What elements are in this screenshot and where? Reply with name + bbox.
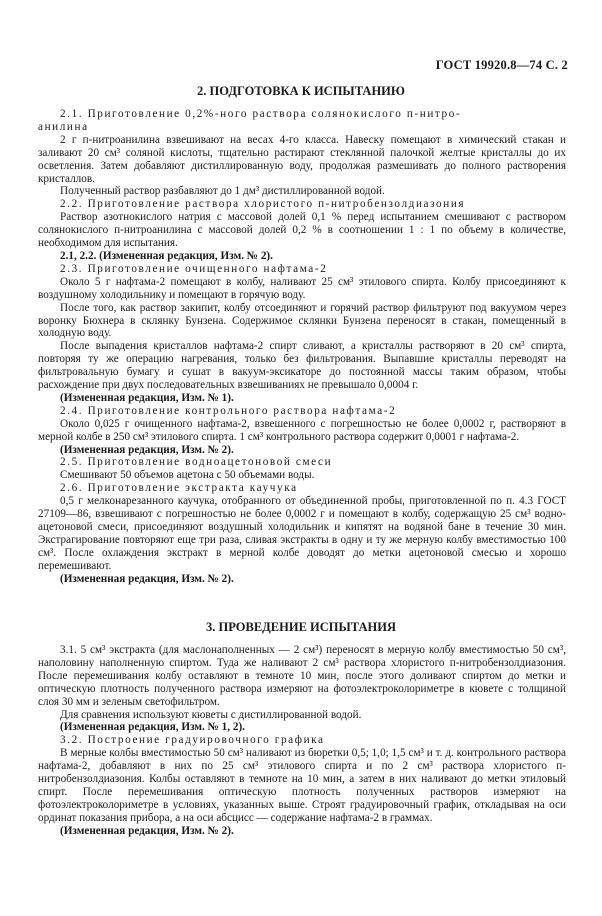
clause-2-5-text: Смешивают 50 объемов ацетона с 50 объемами воды. [60,469,315,482]
amendment-note: (Измененная редакция, Изм. № 2). [60,443,234,456]
section-preparation-body [38,108,566,586]
clause-3-1-comparison: Для сравнения используют кюветы с дистиллированной водой. [60,708,362,721]
clause-2-2-text: Раствор азотнокислого натрия с массовой долей 0,1 % перед испытанием смешивают с раствором солянокислого п-нитроанилина с массовой долей 0,2 % в соотношении 1 : 1 по объему в количестве, необходимом для испытания. [38,211,566,250]
amendment-note: 2.1, 2.2. (Измененная редакция, Изм. № 2). [60,249,273,262]
clause-2-4-heading: 2.4. Приготовление контрольного раствора нафтама-2 [60,404,397,417]
amendment-note: (Измененная редакция, Изм. № 1, 2). [60,721,245,734]
section-title-testing: 3. ПРОВЕДЕНИЕ ИСПЫТАНИЯ [206,620,396,634]
page-header: ГОСТ 19920.8—74 С. 2 [435,58,568,72]
clause-2-3-heading: 2.3. Приготовление очищенного нафтама-2 [60,262,328,275]
section-testing-body [38,644,566,838]
clause-2-2-heading: 2.2. Приготовление раствора хлористого п-нитробензолдиазония [60,198,466,211]
clause-2-3-crystals: После выпадения кристаллов нафтама-2 спирт сливают, а кристаллы растворяют в 20 см³ спирта, повторяя ту же операцию нагревания, только без фильтрования. Выпавшие кристаллы переводят на фильтровальную бумагу и сушат в вакуум-эксикаторе до постоянной массы таким образом, чтобы расхождение при двух последовательных взвешиваниях не превышало 0,0004 г. [38,340,566,392]
amendment-note: (Измененная редакция, Изм. № 1). [60,391,234,404]
clause-3-2-heading: 3.2. Построение градуировочного графика [60,734,325,747]
clause-3-1-text: 3.1. 5 см³ экстракта (для маслонаполненных — 2 см³) переносят в мерную колбу вместимостью 50 см³, наполовину наполненную спиртом. Туда же наливают 2 см³ раствора хлористого п-нитробензолдиазония. После перемешивания колбу оставляют в темноте 10 мин, после этого доливают спиртом до метки и оптическую плотность полученного раствора измеряют на фотоэлектроколориметре в кювете с толщиной слоя 30 мм и зеленым светофильтром. [38,644,566,708]
clause-3-2-text: В мерные колбы вместимостью 50 см³ наливают из бюретки 0,5; 1,0; 1,5 см³ и т. д. контрольного раствора нафтама-2, добавляют в них по 25 см³ этилового спирта и по 2 см³ раствора хлористого п-нитробензолдиазония. Колбы оставляют в темноте на 10 мин, а затем в них наливают до метки этиловый спирт. После перемешивания оптическую плотность полученных растворов измеряют на фотоэлектроколориметре в условиях, указанных выше. Строят градуировочный график, откладывая на оси ординат показания прибора, а на оси абсцисс — содержание нафтама-2 в граммах. [38,747,566,824]
amendment-note: (Измененная редакция, Изм. № 2). [60,824,234,837]
clause-2-6-text: 0,5 г мелконарезанного каучука, отобранного от объединенной пробы, приготовленной по п. 4.3 ГОСТ 27109—86, взвешивают с погрешностью не более 0,0002 г и помещают в колбу, содержащую 25 см³ водно-ацетоновой смеси, присоединяют воздушный холодильник и кипятят на водяной бане в течение 30 мин. Экстрагирование повторяют еще три раза, сливая экстракты в одну и ту же мерную колбу вместимостью 100 см³. После охлаждения экстракт в мерной колбе доводят до метки ацетоновой смесью и хорошо перемешивают. [38,495,566,572]
clause-2-6-heading: 2.6. Приготовление экстракта каучука [60,482,298,495]
clause-2-1-heading-cont: анилина [38,120,89,133]
clause-2-1-text: 2 г п-нитроанилина взвешивают на весах 4-го класса. Навеску помещают в химический стакан и заливают 20 см³ соляной кислоты, тщательно растирают стеклянной палочкой желтые кристаллы до их осветления. Затем добавляют дистиллированную воду, продолжая размешивать до полного растворения кристаллов. [38,133,566,185]
clause-2-5-heading: 2.5. Приготовление водноацетоновой смеси [60,456,333,469]
clause-2-1-heading: 2.1. Приготовление 0,2%-ного раствора солянокислого п-нитро- [60,108,462,120]
section-title-preparation: 2. ПОДГОТОВКА К ИСПЫТАНИЮ [197,84,405,98]
clause-2-1-dilution: Полученный раствор разбавляют до 1 дм³ дистиллированной водой. [60,185,385,198]
clause-2-3-text: Около 5 г нафтама-2 помещают в колбу, наливают 25 см³ этилового спирта. Колбу присоединяют к воздушному холодильнику и помещают в горячую воду. [38,275,566,301]
clause-2-4-text: Около 0,025 г очищенного нафтама-2, взвешенного с погрешностью не более 0,0002 г, растворяют в мерной колбе в 250 см³ этилового спирта. 1 см³ контрольного раствора содержит 0,0001 г нафтама-2. [38,417,566,443]
clause-2-3-filter: После того, как раствор закипит, колбу отсоединяют и горячий раствор фильтруют под вакуумом через воронку Бюхнера в склянку Бунзена. Содержимое склянки Бунзена переносят в стакан, помещенный в холодную воду. [38,301,566,340]
amendment-note: (Измененная редакция, Изм. № 2). [60,572,234,585]
